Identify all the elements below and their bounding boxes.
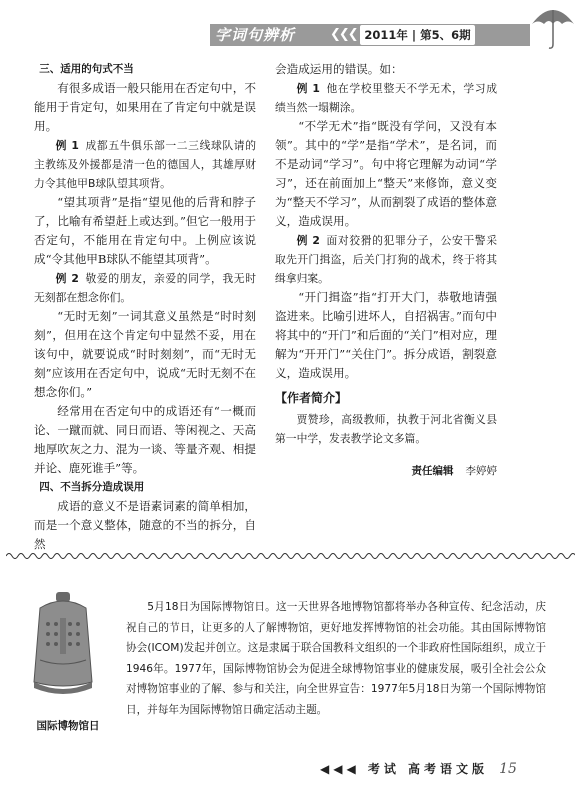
- example-label: 例 1: [55, 139, 79, 152]
- issue-label: 2011年 | 第5、6期: [360, 25, 475, 45]
- paragraph: 有很多成语一般只能用在否定句中，不能用于肯定句，如果用在了肯定句中就是误用。: [34, 81, 256, 133]
- header-title: 字词句辨析: [215, 26, 296, 44]
- paragraph: 经常用在否定句中的成语还有“一概而论、一蹴而就、同日而语、等闲视之、天高地厚吹灰之力、混为一谈、等量齐观、相提并论、鹿死谁手”等。: [34, 404, 256, 475]
- paragraph: “不学无术”指“既没有学问，又没有本领”。其中的“学”是指“学术”，是名词，而不是动词“学习”。句中将它理解为动词“学习”，还在前面加上“整天”来修饰，意义变为“整天不学习”，从而割裂了成语的整体意义，造成误用。: [275, 119, 497, 228]
- paragraph: “无时无刻”一词其意义虽然是“时时刻刻”，但用在这个肯定句中显然不妥，用在该句中，就要说成“时时刻刻”，而“无时无刻”应该用在否定句中，说成“无时无刻不在想念你们。”: [34, 309, 256, 399]
- museum-day-text: 5月18日为国际博物馆日。这一天世界各地博物馆都将举办各种宣传、纪念活动，庆祝自己的节日，让更多的人了解博物馆，更好地发挥博物馆的社会功能。其由国际博物馆协会(ICOM)发起并创立。这是隶属于联合国教科文组织的一个非政府性国际组织，成立于1946年。1977年，国际博物馆协会为促进全球博物馆事业的健康发展，吸引全社会公众对博物馆事业的了解、参与和关注，向全世界宣告：1977年5月18日为第一个国际博物馆日，并每年为国际博物馆日确定活动主题。: [126, 601, 546, 716]
- author-heading: 【作者简介】: [275, 391, 348, 405]
- author-bio: 贾赞珍，高级教师，执教于河北省衡义县第一中学，发表教学论文多篇。: [275, 413, 497, 445]
- paragraph: 会造成运用的错误。如：: [275, 62, 403, 76]
- chevron-decoration-icon: ❮❮❮: [330, 27, 357, 42]
- example: [34, 136, 256, 193]
- right-column: [275, 60, 497, 481]
- umbrella-icon: [528, 2, 578, 52]
- magazine-name: 考试 高考语文版: [367, 762, 489, 776]
- example-text: 敬爱的朋友，亲爱的同学，我无时无刻都在想念你们。: [34, 272, 256, 304]
- example-label: 例 2: [55, 272, 79, 285]
- example: [34, 269, 256, 307]
- example-label: 例 1: [296, 82, 320, 95]
- image-caption: 国际博物馆日: [36, 720, 100, 732]
- left-column: [34, 60, 256, 554]
- bronze-bell-image: [22, 590, 104, 700]
- example-text: 面对狡猾的犯罪分子，公安干警采取先开门揖盗，后关门打狗的战术，终于将其缉拿归案。: [275, 234, 497, 285]
- paragraph: 成语的意义不是语素词素的简单相加，而是一个意义整体，随意的不当的拆分，自然: [34, 499, 256, 551]
- example-text: 成都五牛俱乐部一二三线球队请的主教练及外援都是清一色的德国人，其雄厚财力令其他甲B球队望其项背。: [34, 139, 256, 190]
- editor-name: 李婷婷: [465, 465, 497, 477]
- section-heading: 三、适用的句式不当: [39, 63, 134, 75]
- footer-arrow-icon: ◀◀◀: [320, 762, 368, 776]
- editor-label: 责任编辑: [411, 465, 454, 477]
- page-number: 15: [499, 761, 517, 777]
- example: [275, 79, 497, 117]
- section-heading: 四、不当拆分造成误用: [39, 481, 145, 493]
- page-header: [0, 0, 581, 50]
- wave-divider: [6, 550, 575, 562]
- example-label: 例 2: [296, 234, 320, 247]
- paragraph: “开门揖盗”指“打开大门，恭敬地请强盗进来。比喻引进坏人，自招祸害。”而句中将其中的“开门”和后面的“关门”相对应，理解为“开开门”“关住门”。拆分成语，割裂意义，造成误用。: [275, 290, 497, 380]
- paragraph: “望其项背”是指“望见他的后背和脖子了，比喻有希望赶上或达到。”但它一般用于否定句，不能用在肯定句中。上例应该说成“令其他甲B球队不能望其项背”。: [34, 195, 256, 266]
- editor-credit: [275, 462, 497, 481]
- example-text: 他在学校里整天不学无术，学习成绩当然一塌糊涂。: [275, 82, 497, 114]
- example: [275, 231, 497, 288]
